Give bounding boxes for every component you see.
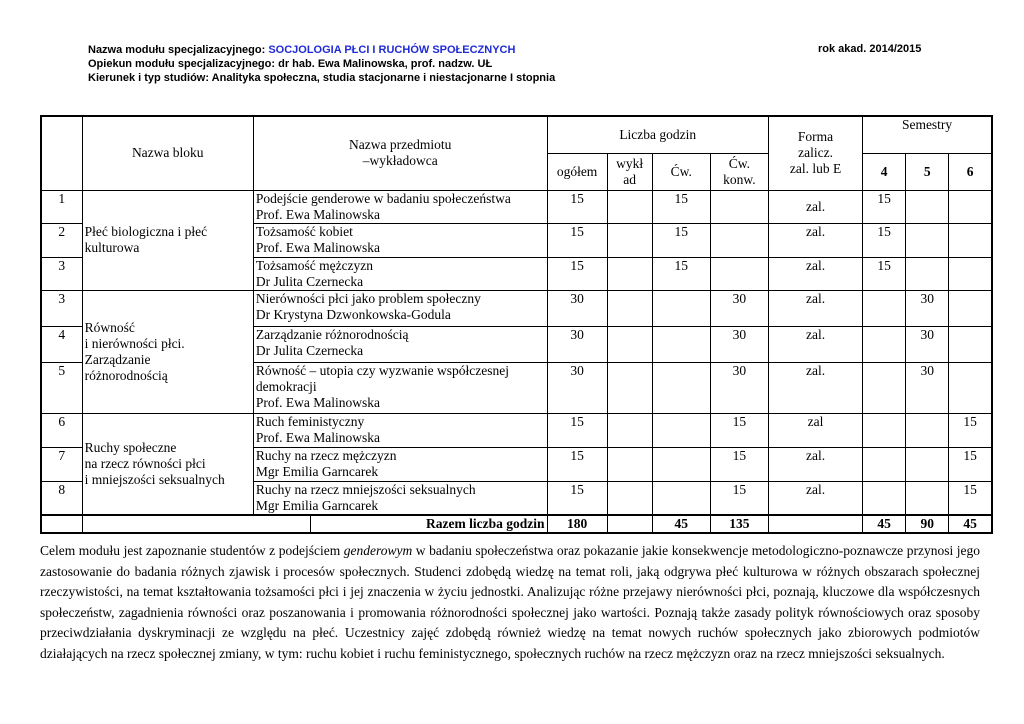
hours-exercise — [652, 413, 710, 447]
form-of-credit: zal. — [768, 257, 862, 290]
hours-lecture — [607, 413, 652, 447]
hours-conversation: 30 — [710, 326, 768, 362]
totals-label: Razem liczba godzin — [311, 515, 547, 533]
row-number: 4 — [41, 326, 82, 362]
semester-4-hours — [863, 481, 906, 515]
totals-exercise: 45 — [652, 515, 710, 533]
subject-cell: Równość – utopia czy wyzwanie współczesnej demokracji Prof. Ewa Malinowska — [253, 362, 547, 413]
totals-lecture — [607, 515, 652, 533]
hours-exercise — [652, 362, 710, 413]
subject-cell: Zarządzanie różnorodnością Dr Julita Czernecka — [253, 326, 547, 362]
semester-4-hours — [863, 290, 906, 326]
header-exercise: Ćw. — [652, 153, 710, 190]
hours-total: 30 — [547, 362, 607, 413]
semester-6-hours — [949, 223, 992, 257]
module-name: SOCJOLOGIA PŁCI I RUCHÓW SPOŁECZNYCH — [268, 44, 516, 56]
row-number: 5 — [41, 362, 82, 413]
module-name-line — [88, 43, 515, 57]
semester-5-hours: 30 — [906, 362, 949, 413]
description-text: Celem modułu jest zapoznanie studentów z podejściem — [40, 543, 344, 558]
semester-6-hours — [949, 326, 992, 362]
description-italic: genderowym — [343, 543, 413, 558]
totals-spacer — [41, 515, 82, 533]
form-of-credit: zal. — [768, 481, 862, 515]
form-of-credit: zal. — [768, 290, 862, 326]
hours-conversation: 15 — [710, 413, 768, 447]
subject-cell: Ruchy na rzecz mniejszości seksualnych Mgr Emilia Garncarek — [253, 481, 547, 515]
semester-5-hours — [906, 257, 949, 290]
header-subject: Nazwa przedmiotu –wykładowca — [253, 116, 547, 190]
form-of-credit: zal. — [768, 447, 862, 481]
header-semester-6: 6 — [949, 153, 992, 190]
table-row — [41, 413, 992, 447]
semester-5-hours: 30 — [906, 290, 949, 326]
subject-cell: Tożsamość mężczyzn Dr Julita Czernecka — [253, 257, 547, 290]
totals-conversation: 135 — [710, 515, 768, 533]
academic-year: rok akad. 2014/2015 — [818, 43, 922, 55]
hours-total: 30 — [547, 290, 607, 326]
row-number: 2 — [41, 223, 82, 257]
hours-conversation — [710, 223, 768, 257]
subject-cell: Ruchy na rzecz mężczyzn Mgr Emilia Garncarek — [253, 447, 547, 481]
curriculum-table — [40, 115, 993, 534]
totals-semester-6: 45 — [949, 515, 992, 533]
form-of-credit: zal. — [768, 362, 862, 413]
header-form: Forma zalicz. zal. lub E — [768, 116, 862, 190]
block-name: Równość i nierówności płci. Zarządzanie różnorodnością — [82, 290, 253, 413]
hours-total: 15 — [547, 447, 607, 481]
hours-conversation: 15 — [710, 481, 768, 515]
description-text: w badaniu społeczeństwa oraz pokazanie jakie konsekwencje metodologiczno-poznawcze przynosi jego zastosowanie do badania różnych zjawisk i procesów społecznych. Studenci zdobędą wiedzę na temat roli, jaką odgrywa płeć kulturowa w różnych obszarach społecznej rzeczywistości, na temat kształtowania tożsamości płci i jej znaczenia w życiu jednostki. Analizując różne przejawy nierówności płci, poznają, kluczowe dla współczesnych społeczeństw, zagadnienia równości oraz poszanowania i promowania różnorodności społecznej jako wartości. Poznają także zasady polityk równościowych oraz sposoby przeciwdziałania dyskryminacji ze względu na płeć. Uczestnicy zajęć zdobędą również wiedzę na temat nowych ruchów społecznych jako zbiorowych podmiotów działających na rzecz społecznej zmiany, w tym: ruchu kobiet i ruchu feministycznego, społecznych ruchów na rzecz mężczyzn oraz na rzecz mniejszości seksualnych. — [40, 543, 981, 661]
hours-conversation: 30 — [710, 362, 768, 413]
semester-4-hours — [863, 362, 906, 413]
semester-6-hours: 15 — [949, 413, 992, 447]
table-row — [41, 190, 992, 223]
semester-4-hours: 15 — [863, 257, 906, 290]
totals-form — [768, 515, 862, 533]
module-description — [40, 541, 980, 664]
semester-4-hours — [863, 413, 906, 447]
semester-5-hours — [906, 190, 949, 223]
semester-6-hours — [949, 362, 992, 413]
form-of-credit: zal. — [768, 190, 862, 223]
row-number: 1 — [41, 190, 82, 223]
semester-4-hours — [863, 326, 906, 362]
hours-lecture — [607, 290, 652, 326]
hours-exercise: 15 — [652, 190, 710, 223]
hours-lecture — [607, 257, 652, 290]
subject-cell: Podejście genderowe w badaniu społeczeństwa Prof. Ewa Malinowska — [253, 190, 547, 223]
hours-exercise — [652, 290, 710, 326]
block-name: Ruchy społeczne na rzecz równości płci i mniejszości seksualnych — [82, 413, 253, 515]
semester-5-hours — [906, 413, 949, 447]
hours-conversation: 15 — [710, 447, 768, 481]
form-of-credit: zal — [768, 413, 862, 447]
semester-5-hours — [906, 447, 949, 481]
semester-4-hours: 15 — [863, 190, 906, 223]
header-conversation: Ćw. konw. — [710, 153, 768, 190]
hours-total: 15 — [547, 481, 607, 515]
study-direction: Kierunek i typ studiów: Analityka społeczna, studia stacjonarne i niestacjonarne I stopnia — [88, 72, 556, 84]
hours-lecture — [607, 190, 652, 223]
form-of-credit: zal. — [768, 223, 862, 257]
hours-total: 15 — [547, 190, 607, 223]
hours-exercise — [652, 326, 710, 362]
hours-lecture — [607, 447, 652, 481]
header-total: ogółem — [547, 153, 607, 190]
hours-total: 15 — [547, 257, 607, 290]
subject-cell: Ruch feministyczny Prof. Ewa Malinowska — [253, 413, 547, 447]
header-hours: Liczba godzin — [547, 116, 768, 153]
header-no — [41, 116, 82, 190]
semester-5-hours — [906, 481, 949, 515]
hours-conversation — [710, 257, 768, 290]
module-label: Nazwa modułu specjalizacyjnego: — [88, 44, 269, 56]
totals-semester-5: 90 — [906, 515, 949, 533]
module-supervisor: Opiekun modułu specjalizacyjnego: dr hab. Ewa Malinowska, prof. nadzw. UŁ — [88, 58, 493, 70]
semester-4-hours — [863, 447, 906, 481]
header-semesters: Semestry — [863, 116, 992, 153]
semester-6-hours: 15 — [949, 481, 992, 515]
subject-cell: Nierówności płci jako problem społeczny Dr Krystyna Dzwonkowska-Godula — [253, 290, 547, 326]
totals-spacer — [82, 515, 310, 533]
semester-6-hours — [949, 190, 992, 223]
hours-conversation — [710, 190, 768, 223]
hours-total: 30 — [547, 326, 607, 362]
semester-5-hours — [906, 223, 949, 257]
totals-row — [41, 515, 992, 533]
header-lecture: wykł ad — [607, 153, 652, 190]
totals-total: 180 — [547, 515, 607, 533]
header-block: Nazwa bloku — [82, 116, 253, 190]
hours-lecture — [607, 362, 652, 413]
header-semester-4: 4 — [863, 153, 906, 190]
hours-lecture — [607, 223, 652, 257]
row-number: 3 — [41, 290, 82, 326]
header-semester-5: 5 — [906, 153, 949, 190]
hours-total: 15 — [547, 413, 607, 447]
form-of-credit: zal. — [768, 326, 862, 362]
hours-total: 15 — [547, 223, 607, 257]
hours-exercise — [652, 481, 710, 515]
hours-lecture — [607, 326, 652, 362]
hours-exercise: 15 — [652, 223, 710, 257]
row-number: 3 — [41, 257, 82, 290]
semester-6-hours: 15 — [949, 447, 992, 481]
hours-exercise — [652, 447, 710, 481]
semester-6-hours — [949, 290, 992, 326]
semester-6-hours — [949, 257, 992, 290]
row-number: 6 — [41, 413, 82, 447]
table-row — [41, 290, 992, 326]
block-name: Płeć biologiczna i płeć kulturowa — [82, 190, 253, 290]
row-number: 7 — [41, 447, 82, 481]
totals-semester-4: 45 — [863, 515, 906, 533]
hours-exercise: 15 — [652, 257, 710, 290]
semester-4-hours: 15 — [863, 223, 906, 257]
hours-conversation: 30 — [710, 290, 768, 326]
row-number: 8 — [41, 481, 82, 515]
semester-5-hours: 30 — [906, 326, 949, 362]
subject-cell: Tożsamość kobiet Prof. Ewa Malinowska — [253, 223, 547, 257]
hours-lecture — [607, 481, 652, 515]
